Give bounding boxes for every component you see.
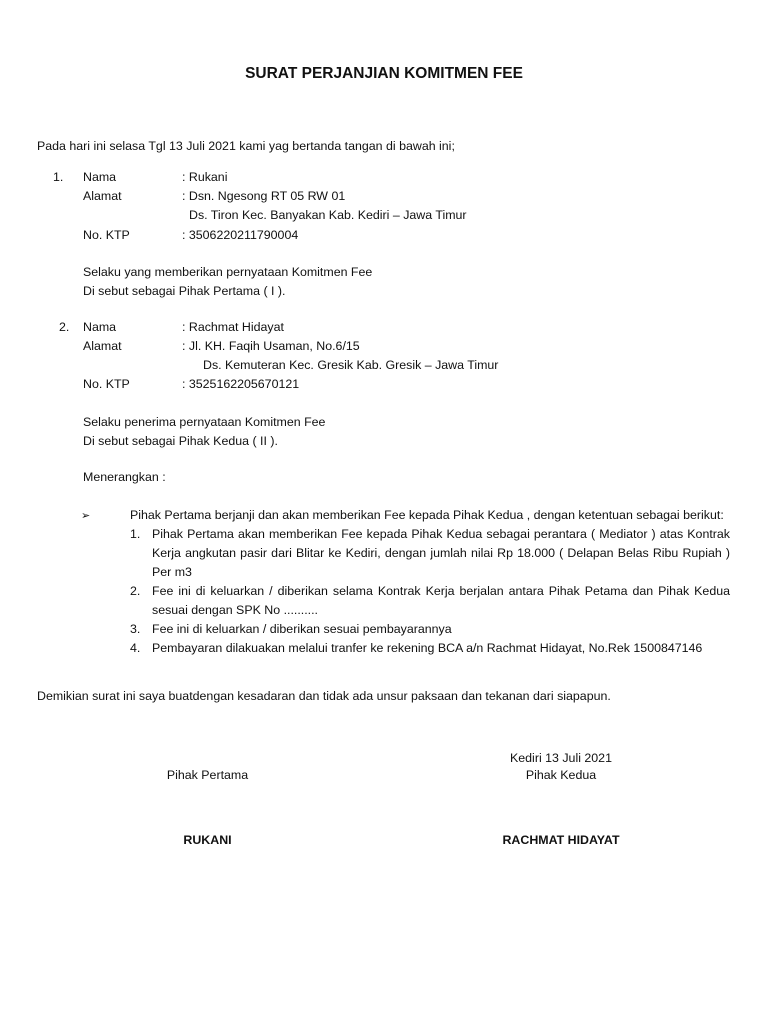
party-one-name-value: : Rukani <box>182 170 228 184</box>
signature-place-date: Kediri 13 Juli 2021 <box>510 751 612 765</box>
terms-item-2 <box>130 582 730 620</box>
party-one-role-note: Selaku yang memberikan pernyataan Komitmen Fee <box>83 265 373 279</box>
terms-item-1 <box>130 525 730 582</box>
terms-item-4-text: Pembayaran dilakuakan melalui tranfer ke rekening BCA a/n Rachmat Hidayat, No.Rek 1500847146 <box>152 641 703 655</box>
signature-left-name: RUKANI <box>183 833 232 847</box>
signature-right-role: Pihak Kedua <box>525 768 597 782</box>
party-one-address-value: : Dsn. Ngesong RT 05 RW 01 <box>182 189 346 203</box>
party-one-ktp-label: No. KTP <box>83 228 130 242</box>
closing-paragraph: Demikian surat ini saya buatdengan kesadaran dan tidak ada unsur paksaan dan tekanan dari siapapun. <box>37 689 611 703</box>
intro-paragraph: Pada hari ini selasa Tgl 13 Juli 2021 kami yag bertanda tangan di bawah ini; <box>37 139 455 153</box>
menerangkan-heading: Menerangkan : <box>83 470 166 484</box>
terms-item-1-number: 1. <box>130 527 141 541</box>
party-two-designation: Di sebut sebagai Pihak Kedua ( II ). <box>83 434 278 448</box>
party-one-designation: Di sebut sebagai Pihak Pertama ( I ). <box>83 284 286 298</box>
party-one-number: 1. <box>53 170 64 184</box>
terms-item-3 <box>130 620 730 639</box>
signature-left-role: Pihak Pertama <box>166 768 249 782</box>
party-one-address-label: Alamat <box>83 189 122 203</box>
terms-list <box>130 525 730 658</box>
document-title: SURAT PERJANJIAN KOMITMEN FEE <box>245 65 523 82</box>
party-two-name-label: Nama <box>83 320 117 334</box>
terms-item-3-text: Fee ini di keluarkan / diberikan sesuai pembayarannya <box>152 622 452 636</box>
party-two-number: 2. <box>59 320 70 334</box>
party-one-address-value-line2: Ds. Tiron Kec. Banyakan Kab. Kediri – Jawa Timur <box>189 208 467 222</box>
terms-item-1-text: Pihak Pertama akan memberikan Fee kepada Pihak Kedua sebagai perantara ( Mediator ) atas Kontrak Kerja angkutan pasir dari Blitar ke Kediri, dengan jumlah nilai Rp 18.000 ( Delapan Belas Ribu Rupiah ) Per m3 <box>152 527 730 579</box>
party-two-address-value: : Jl. KH. Faqih Usaman, No.6/15 <box>182 339 360 353</box>
terms-item-4-number: 4. <box>130 641 141 655</box>
party-one-ktp-value: : 3506220211790004 <box>182 228 299 242</box>
party-two-role-note: Selaku penerima pernyataan Komitmen Fee <box>83 415 326 429</box>
terms-item-3-number: 3. <box>130 622 141 636</box>
terms-section <box>130 506 730 658</box>
party-two-address-value-line2: Ds. Kemuteran Kec. Gresik Kab. Gresik – Jawa Timur <box>203 358 499 372</box>
party-two-name-value: : Rachmat Hidayat <box>182 320 284 334</box>
terms-lead: Pihak Pertama berjanji dan akan memberikan Fee kepada Pihak Kedua , dengan ketentuan sebagai berikut: <box>130 508 724 522</box>
terms-item-2-number: 2. <box>130 584 141 598</box>
party-one-name-label: Nama <box>83 170 117 184</box>
party-two-address-label: Alamat <box>83 339 122 353</box>
signature-right-name: RACHMAT HIDAYAT <box>502 833 620 847</box>
terms-item-4 <box>130 639 730 658</box>
terms-item-2-text: Fee ini di keluarkan / diberikan selama Kontrak Kerja berjalan antara Pihak Petama dan Pihak Kedua sesuai dengan SPK No .......... <box>152 584 730 617</box>
arrow-bullet-icon: ➢ <box>81 510 91 522</box>
party-two-ktp-value: : 3525162205670121 <box>182 377 300 391</box>
party-two-ktp-label: No. KTP <box>83 377 130 391</box>
